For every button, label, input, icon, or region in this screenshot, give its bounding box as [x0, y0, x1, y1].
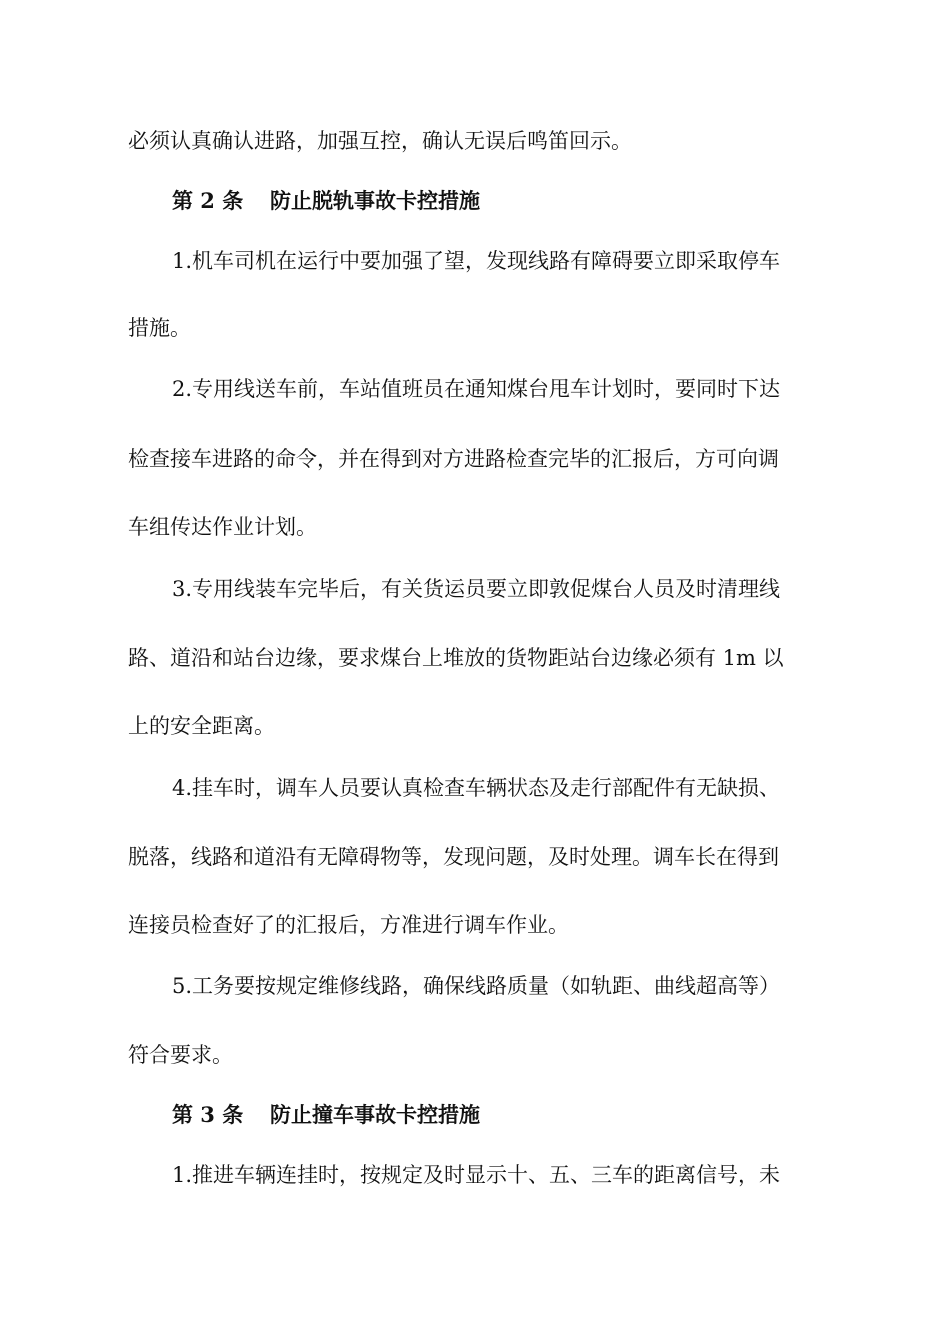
text-line: 检查接车进路的命令，并在得到对方进路检查完毕的汇报后，方可向调 — [128, 447, 779, 471]
text-line: 车组传达作业计划。 — [128, 515, 317, 539]
text-line: 路、道沿和站台边缘，要求煤台上堆放的货物距站台边缘必须有 1m 以 — [128, 646, 784, 670]
text-line: 2.专用线送车前，车站值班员在通知煤台甩车计划时，要同时下达 — [172, 377, 781, 401]
text-line: 1.推进车辆连挂时，按规定及时显示十、五、三车的距离信号，未 — [172, 1163, 781, 1187]
text-line: 5.工务要按规定维修线路，确保线路质量（如轨距、曲线超高等） — [172, 974, 781, 998]
text-line: 必须认真确认进路，加强互控，确认无误后鸣笛回示。 — [128, 129, 632, 153]
text-line: 措施。 — [128, 316, 191, 340]
section-number: 第 2 条 — [172, 188, 244, 213]
text-line: 3.专用线装车完毕后，有关货运员要立即敦促煤台人员及时清理线 — [172, 577, 781, 601]
text-line: 连接员检查好了的汇报后，方准进行调车作业。 — [128, 913, 569, 937]
text-line: 上的安全距离。 — [128, 714, 275, 738]
text-line: 4.挂车时，调车人员要认真检查车辆状态及走行部配件有无缺损、 — [172, 776, 781, 800]
section-title: 防止撞车事故卡控措施 — [270, 1102, 480, 1127]
section-title: 防止脱轨事故卡控措施 — [270, 188, 480, 213]
text-line: 脱落，线路和道沿有无障碍物等，发现问题，及时处理。调车长在得到 — [128, 845, 779, 869]
text-line: 符合要求。 — [128, 1043, 233, 1067]
section-heading-3 — [172, 1100, 772, 1130]
text-line: 1.机车司机在运行中要加强了望，发现线路有障碍要立即采取停车 — [172, 249, 781, 273]
section-number: 第 3 条 — [172, 1102, 244, 1127]
section-heading-2 — [172, 186, 772, 216]
